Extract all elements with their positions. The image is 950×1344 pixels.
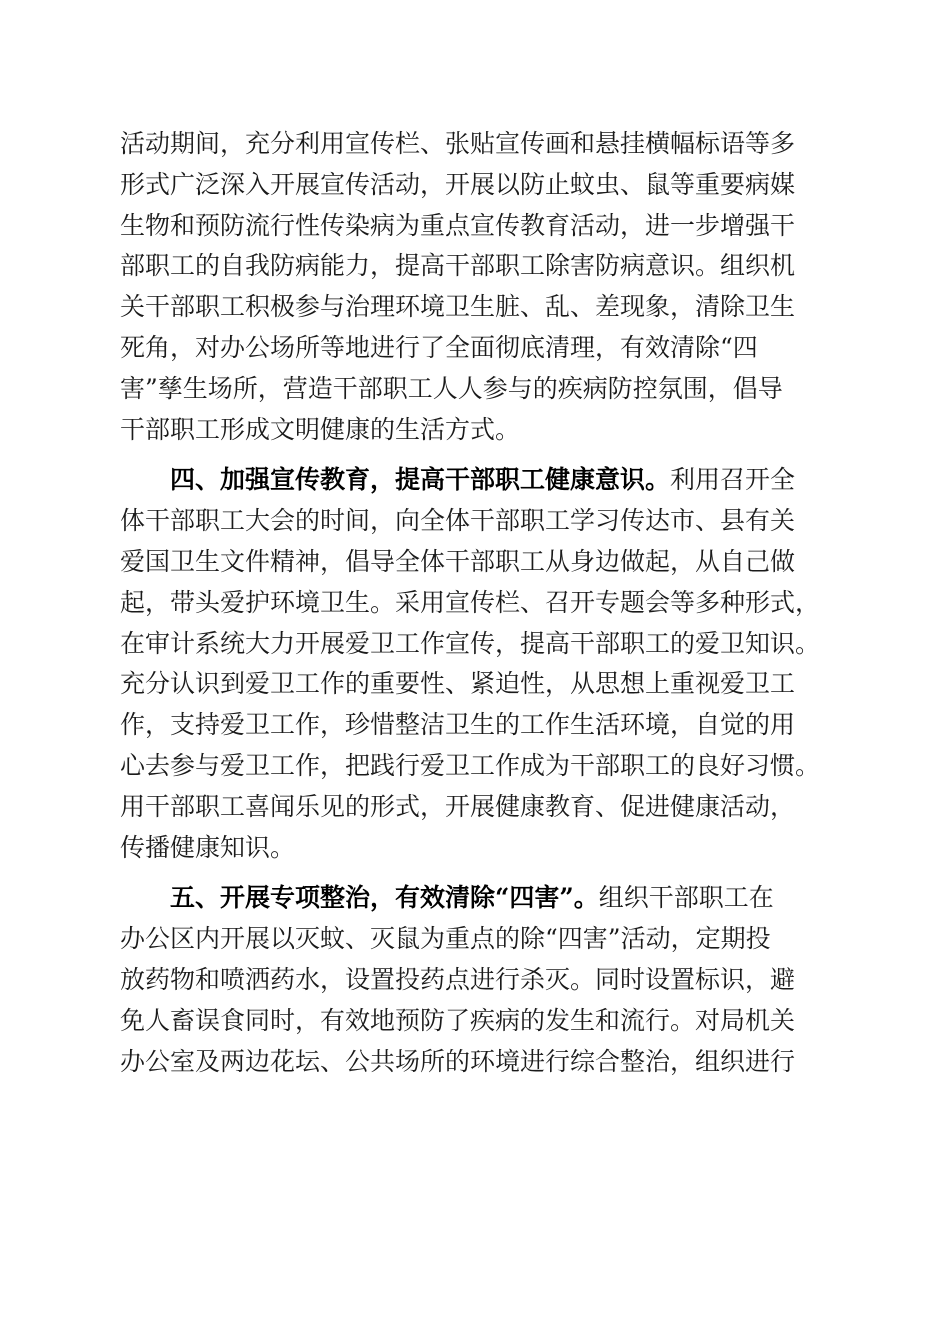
text-line: 办公区内开展以灭蚊、灭鼠为重点的除“四害”活动，定期投 xyxy=(120,924,771,954)
text-line: 放药物和喷洒药水，设置投药点进行杀灭。同时设置标识，避 xyxy=(120,964,796,994)
text-line: 形式广泛深入开展宣传活动，开展以防止蚊虫、鼠等重要病媒 xyxy=(120,169,796,199)
text-line: 关干部职工积极参与治理环境卫生脏、乱、差现象，清除卫生 xyxy=(120,292,796,322)
paragraph-section-four xyxy=(120,460,835,868)
text-line: 干部职工形成文明健康的生活方式。 xyxy=(120,414,521,444)
text-line: 传播健康知识。 xyxy=(120,832,296,862)
text-line: 爱国卫生文件精神，倡导全体干部职工从身边做起，从自己做 xyxy=(120,546,796,576)
text-line: 起，带头爱护环境卫生。采用宣传栏、召开专题会等多种形式， xyxy=(120,587,821,617)
text-line: 害”孳生场所，营造干部职工人人参与的疾病防控氛围，倡导 xyxy=(120,373,783,403)
text-line: 免人畜误食同时，有效地预防了疾病的发生和流行。对局机关 xyxy=(120,1005,796,1035)
section-four-first-line-rest: 利用召开全 xyxy=(670,465,796,495)
text-line: 办公室及两边花坛、公共场所的环境进行综合整治，组织进行 xyxy=(120,1046,796,1076)
section-five-first-line-rest: 组织干部职工在 xyxy=(598,883,774,913)
text-line: 用干部职工喜闻乐见的形式，开展健康教育、促进健康活动， xyxy=(120,791,796,821)
text-line: 充分认识到爱卫工作的重要性、紧迫性，从思想上重视爱卫工 xyxy=(120,669,796,699)
section-five-first-line xyxy=(120,878,835,919)
text-line: 体干部职工大会的时间，向全体干部职工学习传达市、县有关 xyxy=(120,506,796,536)
document-page xyxy=(120,124,835,1082)
section-four-heading: 四、加强宣传教育，提高干部职工健康意识。 xyxy=(170,465,671,495)
text-line: 死角，对办公场所等地进行了全面彻底清理，有效清除“四 xyxy=(120,332,758,362)
paragraph-section-five xyxy=(120,878,835,1082)
text-line: 生物和预防流行性传染病为重点宣传教育活动，进一步增强干 xyxy=(120,210,796,240)
section-four-first-line xyxy=(120,460,835,501)
text-line: 在审计系统大力开展爱卫工作宣传，提高干部职工的爱卫知识。 xyxy=(120,628,821,658)
text-line: 活动期间，充分利用宣传栏、张贴宣传画和悬挂横幅标语等多 xyxy=(120,129,796,158)
text-line: 心去参与爱卫工作，把践行爱卫工作成为干部职工的良好习惯。 xyxy=(120,750,821,780)
text-line: 作，支持爱卫工作，珍惜整洁卫生的工作生活环境，自觉的用 xyxy=(120,710,796,740)
paragraph-publicity-activities xyxy=(120,124,835,450)
text-line: 部职工的自我防病能力，提高干部职工除害防病意识。组织机 xyxy=(120,251,796,281)
section-five-heading: 五、开展专项整治，有效清除“四害”。 xyxy=(170,883,599,913)
